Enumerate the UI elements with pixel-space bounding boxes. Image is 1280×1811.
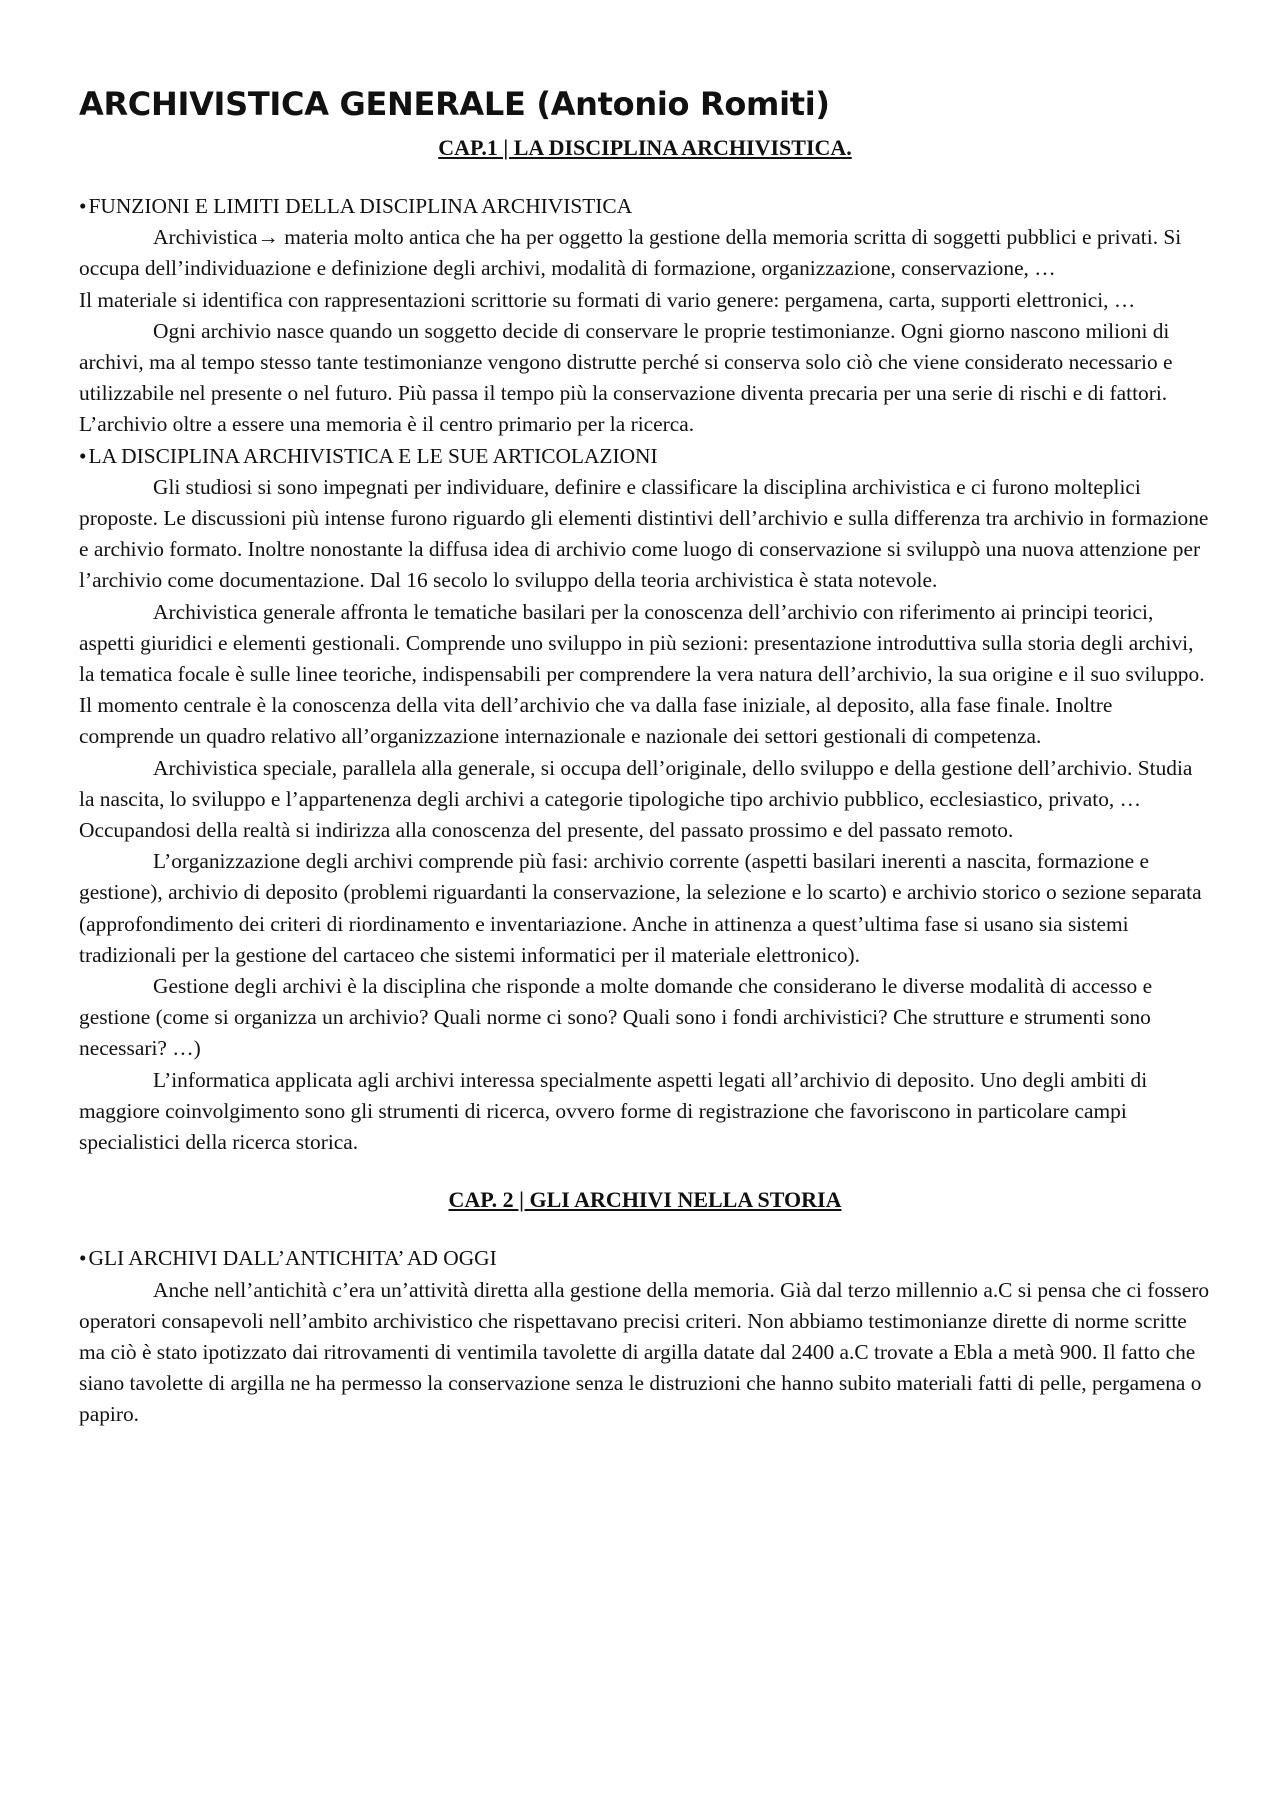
paragraph: Archivistica generale affronta le tematiche basilari per la conoscenza dell’archivio con riferimento ai principi teorici, aspetti giuridici e elementi gestionali. Comprende uno sviluppo in più sezioni: presentazione introduttiva sulla storia degli archivi, la tematica focale è sulle linee teoriche, indispensabili per comprendere la vera natura dell’archivio, la sua origine e il suo sviluppo. Il momento centrale è la conoscenza della vita dell’archivio che va dalla fase iniziale, al deposito, alla fase finale. Inoltre comprende un quadro relativo all’organizzazione internazionale e nazionale dei settori gestionali di competenza. bbox=[79, 599, 1205, 749]
paragraph: Anche nell’antichità c’era un’attività diretta alla gestione della memoria. Già dal terzo millennio a.C si pensa che ci fossero operatori consapevoli nell’ambito archivistico che rispettavano precisi criteri. Non abbiamo testimonianze dirette di norme scritte ma ciò è stato ipotizzato dai ritrovamenti di ventimila tavolette di argilla datate dal 2400 a.C trovate a Ebla a metà 900. Il fatto che siano tavolette di argilla ne ha permesso la conservazione senza le distruzioni che hanno subito materiali fatti di pelle, pergamena o papiro. bbox=[79, 1277, 1210, 1427]
section-heading-antichita bbox=[79, 1243, 1211, 1274]
section-heading-text: FUNZIONI E LIMITI DELLA DISCIPLINA ARCHIVISTICA bbox=[88, 194, 633, 218]
bullet-glyph: • bbox=[79, 194, 87, 218]
paragraph: Gestione degli archivi è la disciplina che risponde a molte domande che considerano le diverse modalità di accesso e gestione (come si organizza un archivio? Quali norme ci sono? Quali sono i fondi archivistici? Che strutture e strumenti sono necessari? …) bbox=[79, 974, 1153, 1061]
paragraph: Gli studiosi si sono impegnati per individuare, definire e classificare la disciplina archivistica e ci furono molteplici proposte. Le discussioni più intense furono riguardo gli elementi distintivi dell’archivio e sulla differenza tra archivio in formazione e archivio formato. Inoltre nonostante la diffusa idea di archivio come luogo di conservazione si sviluppò una nuova attenzione per l’archivio come documentazione. Dal 16 secolo lo sviluppo della teoria archivistica è stata notevole. bbox=[79, 474, 1209, 593]
paragraph: Archivistica speciale, parallela alla generale, si occupa dell’originale, dello sviluppo e della gestione dell’archivio. Studia la nascita, lo sviluppo e l’appartenenza degli archivi a categorie tipologiche tipo archivio pubblico, ecclesiastico, privato, … Occupandosi della realtà si indirizza alla conoscenza del presente, del passato prossimo e del passato remoto. bbox=[79, 755, 1193, 843]
bullet-glyph: • bbox=[79, 443, 87, 468]
chapter-2-title: CAP. 2 | GLI ARCHIVI NELLA STORIA bbox=[448, 1187, 842, 1213]
paragraph: Archivistica→ materia molto antica che ha per oggetto la gestione della memoria scritta di soggetti pubblici e privati. Si occupa dell’individuazione e definizione degli archivi, modalità di formazione, organizzazione, conservazione, … bbox=[79, 225, 1182, 281]
paragraph: L’informatica applicata agli archivi interessa specialmente aspetti legati all’archivio di deposito. Uno degli ambiti di maggiore coinvolgimento sono gli strumenti di ricerca, ovvero forme di registrazione che favoriscono in particolare campi specialistici della ricerca storica. bbox=[79, 1067, 1148, 1155]
section-heading-text: LA DISCIPLINA ARCHIVISTICA E LE SUE ARTICOLAZIONI bbox=[88, 443, 658, 468]
chapter-1-title: CAP.1 | LA DISCIPLINA ARCHIVISTICA. bbox=[438, 135, 852, 160]
section-heading-funzioni bbox=[79, 191, 1211, 222]
document-title: ARCHIVISTICA GENERALE (Antonio Romiti) bbox=[79, 85, 830, 123]
document-page bbox=[79, 84, 1211, 1431]
paragraph: Ogni archivio nasce quando un soggetto decide di conservare le proprie testimonianze. Ogni giorno nascono milioni di archivi, ma al tempo stesso tante testimonianze vengono distrutte perché si conserva solo ciò che viene considerato necessario e utilizzabile nel presente o nel futuro. Più passa il tempo più la conservazione diventa precaria per una serie di rischi e di fattori. L’archivio oltre a essere una memoria è il centro primario per la ricerca. bbox=[79, 318, 1173, 437]
bullet-glyph: • bbox=[79, 1246, 87, 1271]
paragraph: Il materiale si identifica con rappresentazioni scrittorie su formati di vario genere: pergamena, carta, supporti elettronici, … bbox=[79, 287, 1136, 312]
section-heading-articolazioni bbox=[79, 441, 1211, 472]
paragraph: L’organizzazione degli archivi comprende più fasi: archivio corrente (aspetti basilari inerenti a nascita, formazione e gestione), archivio di deposito (problemi riguardanti la conservazione, la selezione e lo scarto) e archivio storico o sezione separata (approfondimento dei criteri di riordinamento e inventariazione. Anche in attinenza a quest’ultima fase si usano sia sistemi tradizionali per la gestione del cartaceo che sistemi informatici per il materiale elettronico). bbox=[79, 849, 1202, 967]
section-heading-text: GLI ARCHIVI DALL’ANTICHITA’ AD OGGI bbox=[88, 1246, 497, 1271]
